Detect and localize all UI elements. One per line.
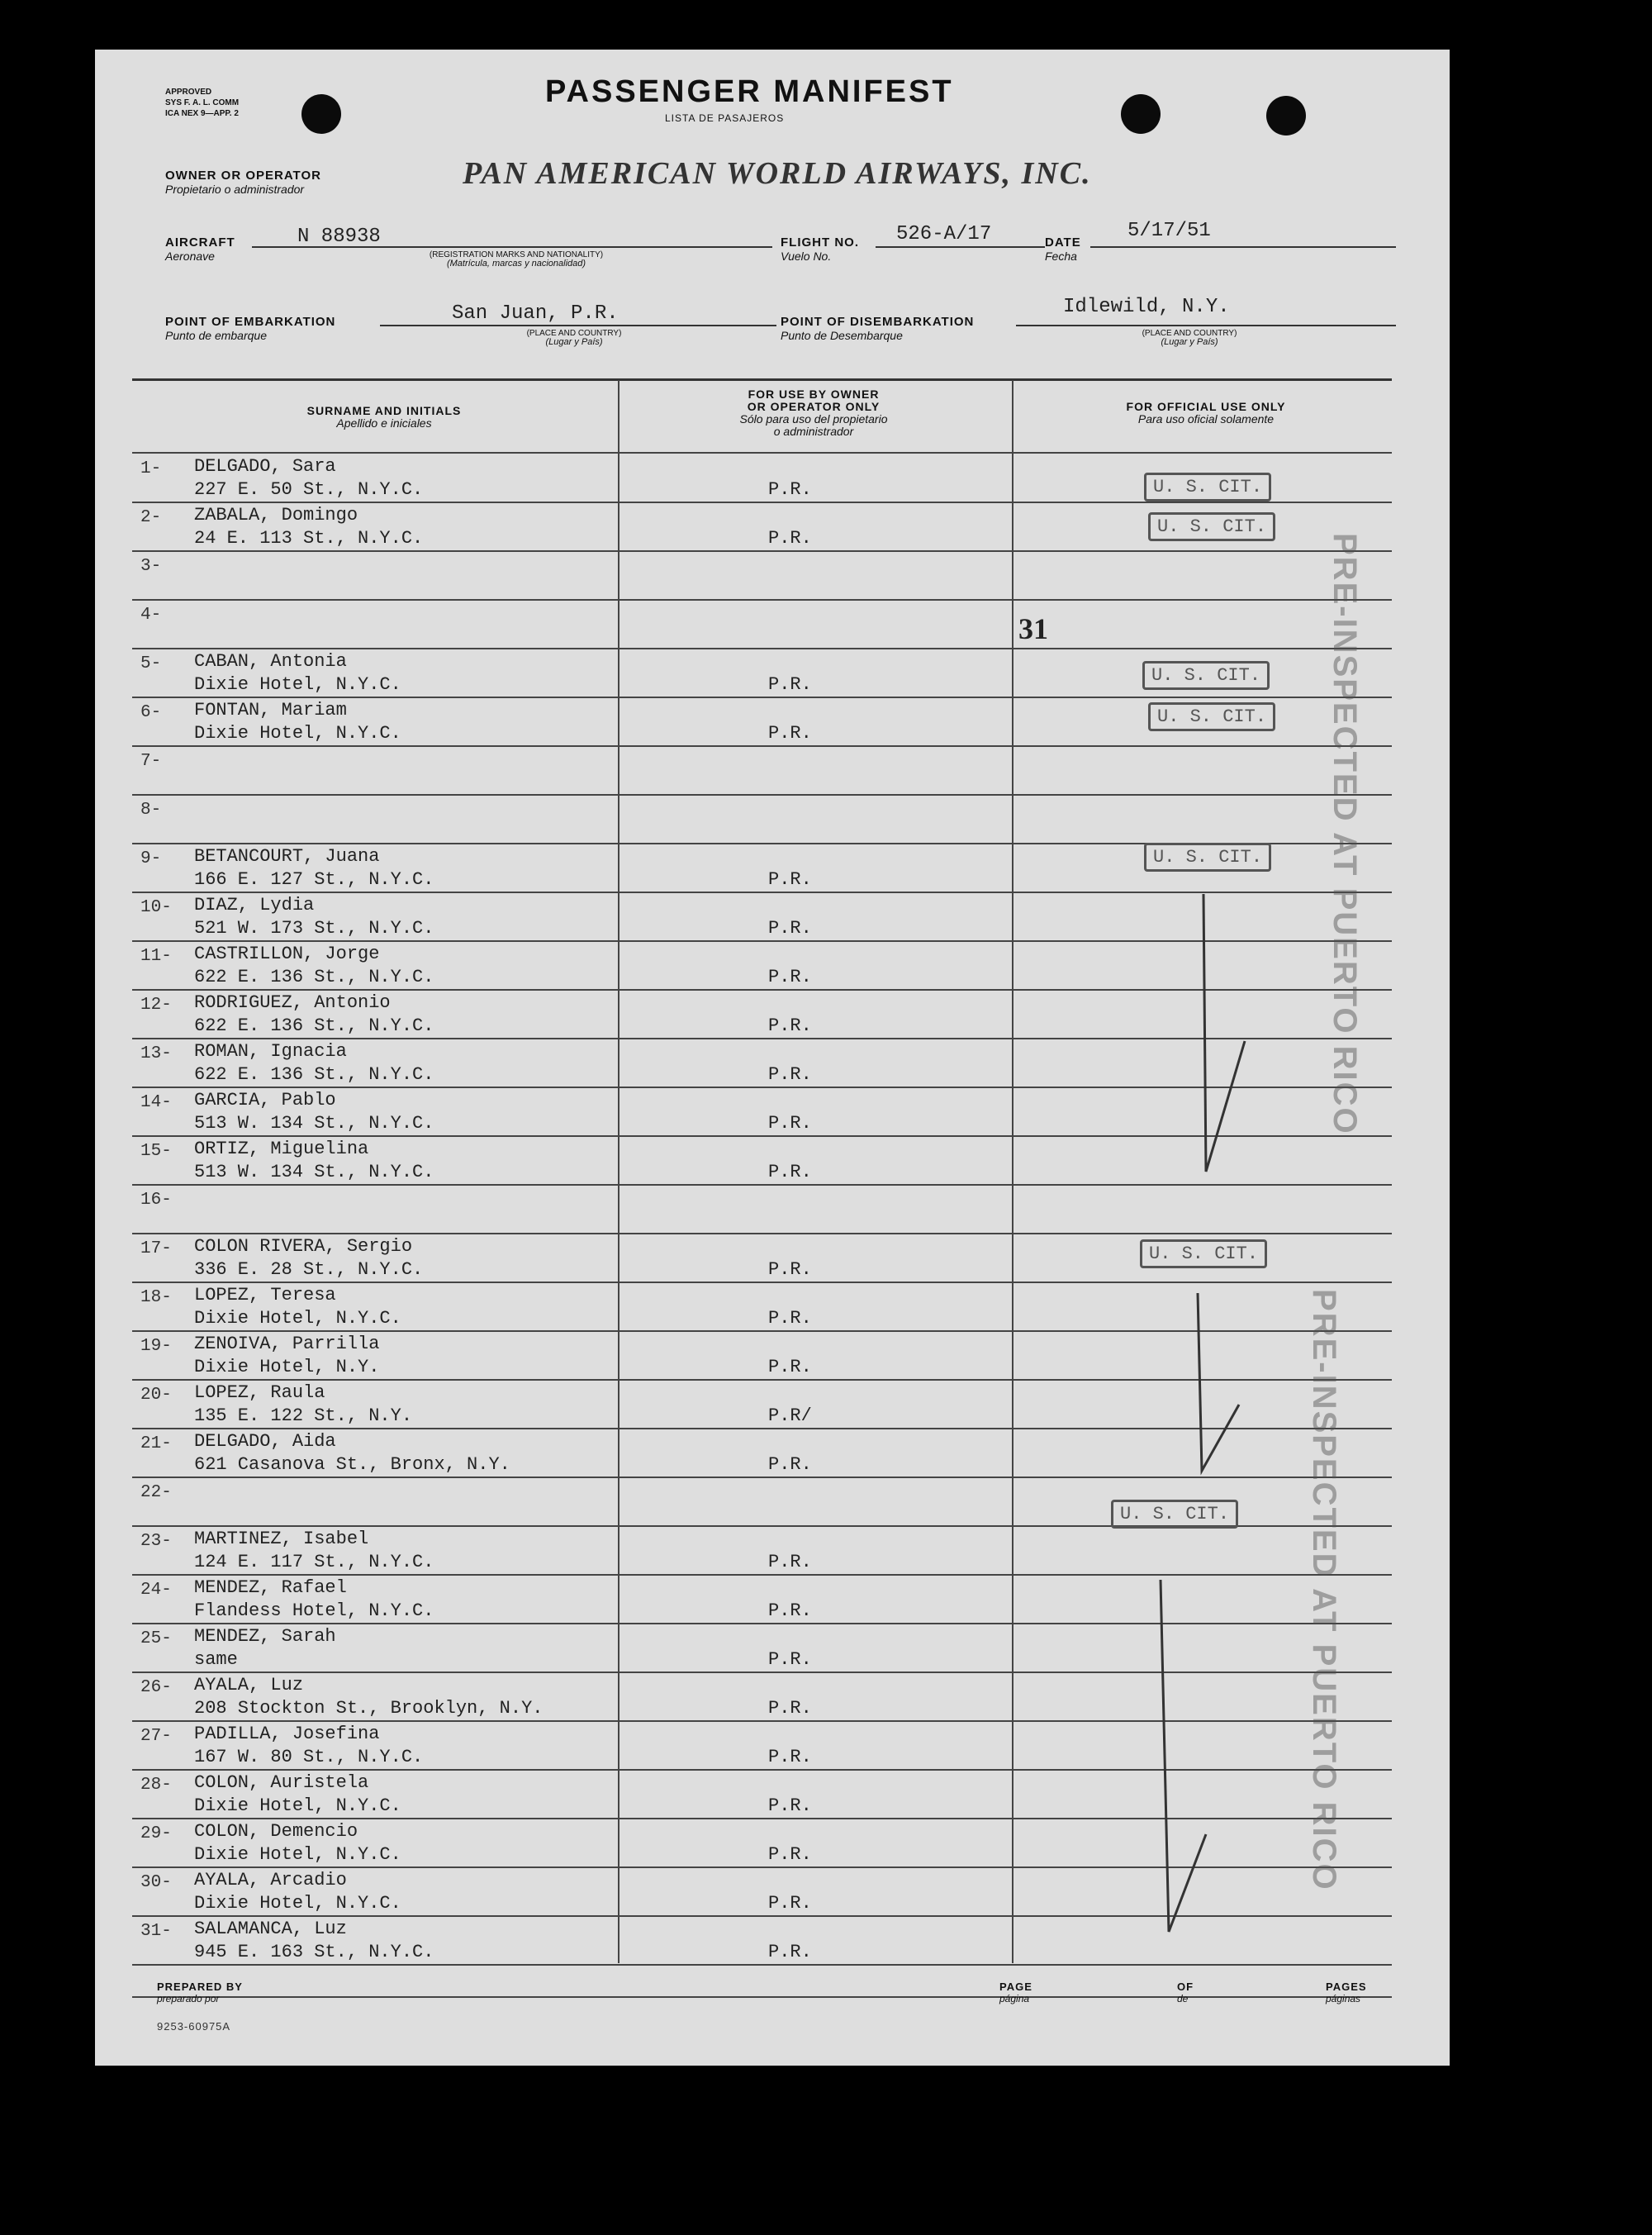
us-citizen-stamp-7: U. S. CIT.	[1111, 1500, 1238, 1529]
row-number: 30-	[140, 1873, 172, 1892]
page-title: PASSENGER MANIFEST	[545, 74, 954, 109]
owner-use-mark: P.R.	[768, 1259, 812, 1280]
check-mark-3	[1161, 1580, 1206, 1932]
row-number: 28-	[140, 1776, 172, 1795]
passenger-name: COLON, Auristela	[194, 1772, 369, 1793]
us-citizen-stamp-1: U. S. CIT.	[1144, 473, 1271, 502]
row-number: 4-	[140, 606, 162, 625]
aircraft-label-es: Aeronave	[165, 250, 215, 263]
col-header-owner-line1: FOR USE BY OWNER	[748, 388, 880, 401]
prepared-by-es: preparado por	[157, 1993, 220, 2004]
passenger-address: Dixie Hotel, N.Y.C.	[194, 1308, 401, 1329]
of-label-text: OF	[1177, 1981, 1194, 1993]
owner-use-mark: P.R.	[768, 528, 812, 549]
passenger-name: DELGADO, Sara	[194, 456, 336, 477]
owner-use-mark: P.R.	[768, 1357, 812, 1377]
row-number: 18-	[140, 1288, 172, 1307]
row-number: 17-	[140, 1239, 172, 1258]
row-number: 19-	[140, 1337, 172, 1356]
owner-use-mark: P.R.	[768, 1698, 812, 1719]
form-code: 9253-60975A	[157, 2020, 231, 2033]
col-header-official-es: Para uso oficial solamente	[1137, 412, 1275, 426]
passenger-name: DIAZ, Lydia	[194, 895, 315, 915]
passenger-name: MENDEZ, Sarah	[194, 1626, 336, 1647]
approval-line-2: SYS F. A. L. COMM	[165, 98, 240, 107]
owner-use-mark: P.R.	[768, 967, 812, 987]
passenger-address: 208 Stockton St., Brooklyn, N.Y.	[194, 1698, 544, 1719]
owner-use-mark: P.R.	[768, 1015, 812, 1036]
row-number: 7-	[140, 752, 162, 771]
passenger-address: 24 E. 113 St., N.Y.C.	[194, 528, 424, 549]
aircraft-label-text: AIRCRAFT	[165, 235, 235, 250]
passenger-name: FONTAN, Mariam	[194, 700, 347, 720]
preinspected-stamp-2: PRE-INSPECTED AT PUERTO RICO	[1306, 1289, 1342, 1891]
embark-place-note-text: (PLACE AND COUNTRY)	[526, 329, 622, 338]
passenger-name: SALAMANCA, Luz	[194, 1919, 347, 1939]
passenger-name: ZABALA, Domingo	[194, 505, 358, 525]
row-number: 2-	[140, 508, 162, 527]
row-number: 22-	[140, 1483, 172, 1502]
owner-use-mark: P.R.	[768, 918, 812, 939]
row-number: 31-	[140, 1922, 172, 1941]
col-header-owner-line2: OR OPERATOR ONLY	[747, 400, 881, 413]
passenger-name: MARTINEZ, Isabel	[194, 1529, 369, 1549]
passenger-address: 336 E. 28 St., N.Y.C.	[194, 1259, 424, 1280]
passenger-name: AYALA, Luz	[194, 1675, 304, 1695]
us-citizen-stamp-4: U. S. CIT.	[1148, 702, 1275, 731]
aircraft-value: N 88938	[297, 226, 381, 248]
owner-value: PAN AMERICAN WORLD AIRWAYS, INC.	[463, 156, 1092, 191]
owner-use-mark: P.R.	[768, 1649, 812, 1670]
owner-use-mark: P.R.	[768, 1600, 812, 1621]
passenger-address: 521 W. 173 St., N.Y.C.	[194, 918, 434, 939]
us-citizen-stamp-6: U. S. CIT.	[1140, 1239, 1267, 1268]
row-number: 12-	[140, 996, 172, 1015]
passenger-name: RODRIGUEZ, Antonio	[194, 992, 391, 1013]
owner-use-mark: P.R.	[768, 1552, 812, 1572]
passenger-address: 167 W. 80 St., N.Y.C.	[194, 1747, 424, 1767]
owner-use-mark: P.R.	[768, 723, 812, 744]
passenger-name: AYALA, Arcadio	[194, 1870, 347, 1890]
passenger-address: Flandess Hotel, N.Y.C.	[194, 1600, 434, 1621]
preinspected-stamp-1: PRE-INSPECTED AT PUERTO RICO	[1327, 533, 1363, 1135]
flight-label-es: Vuelo No.	[781, 250, 832, 263]
row-number: 1-	[140, 459, 162, 478]
col-header-owner-es-line1: Sólo para uso del propietario	[739, 412, 888, 426]
of-label-es: de	[1177, 1993, 1189, 2004]
owner-use-mark: P.R.	[768, 1454, 812, 1475]
row-number: 26-	[140, 1678, 172, 1697]
passenger-address: 124 E. 117 St., N.Y.C.	[194, 1552, 434, 1572]
passenger-name: ORTIZ, Miguelina	[194, 1139, 369, 1159]
passenger-address: Dixie Hotel, N.Y.C.	[194, 1844, 401, 1865]
owner-use-mark: P.R.	[768, 1308, 812, 1329]
date-label-text: DATE	[1045, 235, 1081, 250]
row-number: 24-	[140, 1581, 172, 1600]
owner-use-mark: P.R.	[768, 1064, 812, 1085]
date-value: 5/17/51	[1127, 220, 1211, 242]
passenger-address: 227 E. 50 St., N.Y.C.	[194, 479, 424, 500]
approval-line-1: APPROVED	[165, 88, 212, 97]
disembark-label-text: POINT OF DISEMBARKATION	[781, 315, 975, 329]
owner-use-mark: P.R/	[768, 1405, 812, 1426]
passenger-address: 622 E. 136 St., N.Y.C.	[194, 1064, 434, 1085]
owner-label-text: OWNER OR OPERATOR	[165, 169, 321, 183]
owner-use-mark: P.R.	[768, 1162, 812, 1182]
passenger-name: ROMAN, Ignacia	[194, 1041, 347, 1062]
check-marks	[95, 50, 1450, 2066]
disembark-label-es: Punto de Desembarque	[781, 329, 903, 342]
row-number: 13-	[140, 1044, 172, 1063]
approval-line-3: ICA NEX 9—APP. 2	[165, 109, 239, 118]
row-number: 25-	[140, 1629, 172, 1648]
row-number: 3-	[140, 557, 162, 576]
aircraft-note-es: (Matrícula, marcas y nacionalidad)	[446, 259, 586, 269]
row-number: 27-	[140, 1727, 172, 1746]
row-number: 10-	[140, 898, 172, 917]
disembark-place-note-text: (PLACE AND COUNTRY)	[1142, 329, 1237, 338]
owner-use-mark: P.R.	[768, 1844, 812, 1865]
check-mark-1	[1203, 894, 1245, 1172]
flight-value: 526-A/17	[896, 223, 992, 245]
page-label-text: PAGE	[999, 1981, 1032, 1993]
owner-label-es: Propietario o administrador	[165, 183, 305, 196]
owner-use-mark: P.R.	[768, 869, 812, 890]
pages-label-text: PAGES	[1326, 1981, 1367, 1993]
passenger-address: 622 E. 136 St., N.Y.C.	[194, 967, 434, 987]
passenger-name: CABAN, Antonia	[194, 651, 347, 672]
passenger-address: same	[194, 1649, 238, 1670]
owner-use-mark: P.R.	[768, 479, 812, 500]
page-title-es: LISTA DE PASAJEROS	[665, 112, 785, 124]
embark-place-note-es: (Lugar y País)	[545, 337, 603, 347]
passenger-address: Dixie Hotel, N.Y.C.	[194, 1893, 401, 1914]
aircraft-note-text: (REGISTRATION MARKS AND NATIONALITY)	[429, 250, 604, 259]
passenger-address: 621 Casanova St., Bronx, N.Y.	[194, 1454, 510, 1475]
table-bottom-rule	[132, 1996, 1392, 1998]
passenger-address: Dixie Hotel, N.Y.C.	[194, 674, 401, 695]
pages-label-es: páginas	[1326, 1993, 1361, 2004]
row-number: 21-	[140, 1434, 172, 1453]
row-number: 16-	[140, 1191, 172, 1210]
passenger-name: LOPEZ, Teresa	[194, 1285, 336, 1305]
owner-use-mark: P.R.	[768, 674, 812, 695]
embark-value: San Juan, P.R.	[452, 302, 619, 325]
owner-use-mark: P.R.	[768, 1747, 812, 1767]
owner-use-mark: P.R.	[768, 1893, 812, 1914]
embark-label-text: POINT OF EMBARKATION	[165, 315, 336, 329]
row-number: 6-	[140, 703, 162, 722]
disembark-value: Idlewild, N.Y.	[1063, 296, 1230, 318]
passenger-name: GARCIA, Pablo	[194, 1090, 336, 1110]
owner-use-mark: P.R.	[768, 1942, 812, 1962]
passenger-count-mark: 31	[1018, 612, 1048, 645]
passenger-name: PADILLA, Josefina	[194, 1724, 380, 1744]
us-citizen-stamp-2: U. S. CIT.	[1148, 512, 1275, 541]
page-label	[999, 1981, 1032, 2004]
passenger-address: 622 E. 136 St., N.Y.C.	[194, 1015, 434, 1036]
page-label-es: página	[999, 1993, 1030, 2004]
date-label-es: Fecha	[1045, 250, 1077, 263]
passenger-address: 166 E. 127 St., N.Y.C.	[194, 869, 434, 890]
row-number: 8-	[140, 801, 162, 820]
check-mark-2	[1198, 1293, 1239, 1471]
us-citizen-stamp-3: U. S. CIT.	[1142, 661, 1270, 690]
col-header-owner-es-line2: o administrador	[773, 425, 854, 438]
passenger-address: 513 W. 134 St., N.Y.C.	[194, 1113, 434, 1134]
us-citizen-stamp-5: U. S. CIT.	[1144, 843, 1271, 872]
owner-use-mark: P.R.	[768, 1113, 812, 1134]
prepared-by-text: PREPARED BY	[157, 1981, 243, 1993]
passenger-address: Dixie Hotel, N.Y.C.	[194, 723, 401, 744]
passenger-address: 135 E. 122 St., N.Y.	[194, 1405, 413, 1426]
row-number: 20-	[140, 1386, 172, 1405]
passenger-name: MENDEZ, Rafael	[194, 1577, 347, 1598]
prepared-by-label	[157, 1981, 243, 2004]
pages-label	[1326, 1981, 1367, 2004]
passenger-name: ZENOIVA, Parrilla	[194, 1334, 380, 1354]
owner-use-mark: P.R.	[768, 1795, 812, 1816]
disembark-place-note-es: (Lugar y País)	[1161, 337, 1218, 347]
passenger-address: 513 W. 134 St., N.Y.C.	[194, 1162, 434, 1182]
col-header-official-text: FOR OFFICIAL USE ONLY	[1126, 400, 1286, 413]
row-number: 14-	[140, 1093, 172, 1112]
row-number: 9-	[140, 849, 162, 868]
passenger-name: COLON, Demencio	[194, 1821, 358, 1842]
row-number: 29-	[140, 1824, 172, 1843]
col-header-surname-es: Apellido e iniciales	[336, 416, 432, 430]
row-number: 11-	[140, 947, 172, 966]
passenger-name: COLON RIVERA, Sergio	[194, 1236, 413, 1257]
passenger-name: CASTRILLON, Jorge	[194, 944, 380, 964]
flight-label-text: FLIGHT NO.	[781, 235, 859, 250]
passenger-address: 945 E. 163 St., N.Y.C.	[194, 1942, 434, 1962]
passenger-name: DELGADO, Aida	[194, 1431, 336, 1452]
passenger-name: BETANCOURT, Juana	[194, 846, 380, 867]
embark-label-es: Punto de embarque	[165, 329, 267, 342]
passenger-name: LOPEZ, Raula	[194, 1382, 325, 1403]
passenger-address: Dixie Hotel, N.Y.C.	[194, 1795, 401, 1816]
row-number: 5-	[140, 654, 162, 673]
row-number: 15-	[140, 1142, 172, 1161]
of-label	[1177, 1981, 1194, 2004]
col-header-surname-text: SURNAME AND INITIALS	[306, 404, 462, 417]
manifest-sheet	[95, 50, 1450, 2066]
passenger-address: Dixie Hotel, N.Y.	[194, 1357, 380, 1377]
row-number: 23-	[140, 1532, 172, 1551]
